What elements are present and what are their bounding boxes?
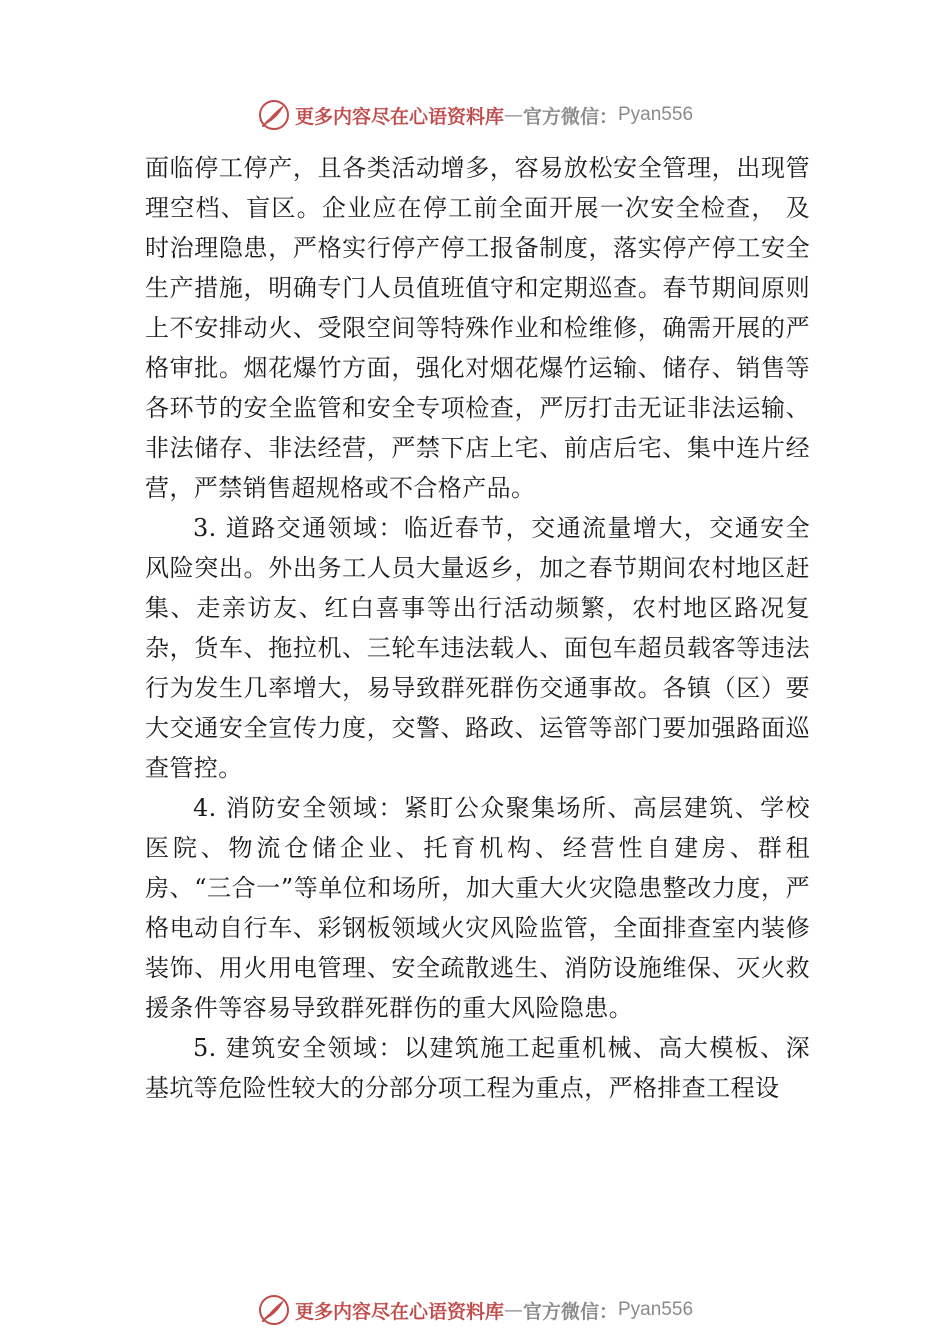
feather-pen-icon	[257, 98, 291, 132]
watermark-separator: —	[503, 1299, 523, 1321]
watermark-contact-id: Pyan556	[618, 1299, 694, 1320]
feather-pen-icon	[257, 1293, 291, 1327]
watermark-contact-label: 官方微信：	[522, 1300, 618, 1323]
paragraph-construction-safety: 5. 建筑安全领域：以建筑施工起重机械、高大模板、深基坑等危险性较大的分部分项工程为重点，严格排查工程设	[145, 1034, 810, 1102]
watermark-contact-id: Pyan556	[618, 104, 694, 125]
watermark-main-text: 更多内容尽在心语资料库	[294, 1300, 504, 1323]
paragraph-fire-safety: 4. 消防安全领域：紧盯公众聚集场所、高层建筑、学校医院、物流仓储企业、托育机构、经营性自建房、群租房、“三合一”等单位和场所，加大重大火灾隐患整改力度，严格电动自行车、彩钢板领域火灾风险监管，全面排查室内装修装饰、用火用电管理、安全疏散逃生、消防设施维保、灭火救援条件等容易导致群死群伤的重大风险隐患。	[145, 794, 810, 1022]
watermark-contact-label: 官方微信：	[522, 105, 618, 128]
paragraph-road-traffic: 3. 道路交通领域：临近春节，交通流量增大，交通安全风险突出。外出务工人员大量返乡，加之春节期间农村地区赶集、走亲访友、红白喜事等出行活动频繁，农村地区路况复杂，货车、拖拉机、三轮车违法载人、面包车超员载客等违法行为发生几率增大，易导致群死群伤交通事故。各镇（区）要大交通安全宣传力度，交警、路政、运管等部门要加强路面巡查管控。	[145, 514, 810, 782]
document-body	[145, 148, 810, 1108]
footer-watermark	[0, 1290, 950, 1330]
paragraph-continuation: 面临停工停产，且各类活动增多，容易放松安全管理，出现管理空档、盲区。企业应在停工前全面开展一次安全检查， 及时治理隐患，严格实行停产停工报备制度，落实停产停工安全生产措施，明确专门人员值班值守和定期巡查。春节期间原则上不安排动火、受限空间等特殊作业和检维修，确需开展的严格审批。烟花爆竹方面，强化对烟花爆竹运输、储存、销售等各环节的安全监管和安全专项检查，严厉打击无证非法运输、非法储存、非法经营，严禁下店上宅、前店后宅、集中连片经营，严禁销售超规格或不合格产品。	[145, 154, 810, 502]
watermark-main-text: 更多内容尽在心语资料库	[294, 105, 504, 128]
watermark-separator: —	[503, 104, 523, 126]
header-watermark	[0, 95, 950, 135]
